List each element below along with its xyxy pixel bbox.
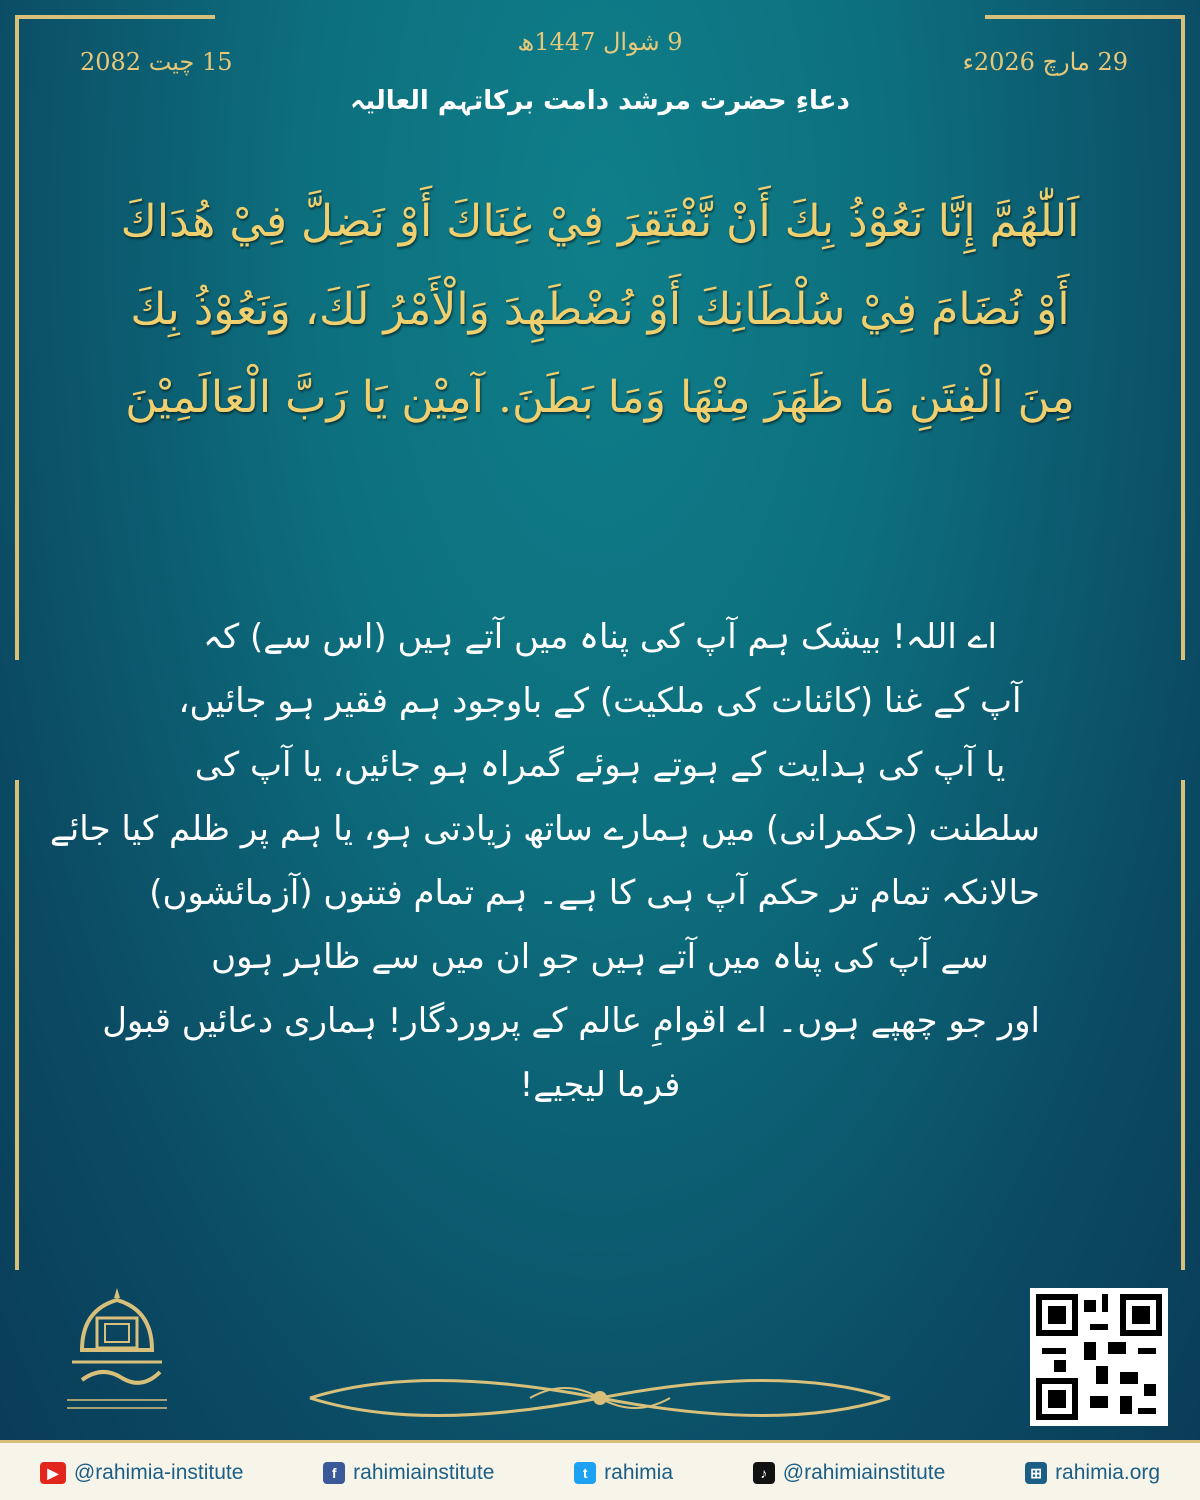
arabic-dua: [70, 178, 1130, 442]
twitter-handle: rahimia: [604, 1461, 674, 1484]
gregorian-date: 29 مارچ 2026ء: [962, 48, 1128, 76]
gold-ornament: [300, 1368, 900, 1428]
facebook-link[interactable]: [323, 1461, 494, 1485]
arabic-line: مِنَ الْفِتَنِ مَا ظَهَرَ مِنْهَا وَمَا بَطَنَ. آمِيْن يَا رَبَّ الْعَالَمِيْنَ: [125, 372, 1075, 423]
bikrami-date: 15 چیت 2082: [80, 48, 233, 76]
urdu-line: فرما لیجیے!: [519, 1065, 681, 1105]
frame-left-bottom: [15, 780, 19, 1270]
facebook-icon: f: [323, 1462, 345, 1484]
urdu-line: اے اللہ! بیشک ہم آپ کی پناہ میں آتے ہیں (اس سے) کہ: [203, 617, 997, 657]
tiktok-handle: @rahimiainstitute: [782, 1461, 946, 1484]
page-title: دعاءِ حضرت مرشد دامت برکاتہم العالیہ: [350, 86, 850, 116]
tiktok-icon: ♪: [753, 1462, 775, 1484]
urdu-translation: [49, 605, 1040, 1117]
website-icon: ⊞: [1025, 1462, 1047, 1484]
frame-top-right: [985, 15, 1185, 19]
arabic-line: أَوْ نُضَامَ فِيْ سُلْطَانِكَ أَوْ نُضْطَهِدَ وَالْأَمْرُ لَكَ، وَنَعُوْذُ بِكَ: [130, 284, 1070, 335]
youtube-link[interactable]: [40, 1461, 244, 1485]
website-url: rahimia.org: [1055, 1461, 1161, 1484]
youtube-icon: ▶: [40, 1462, 66, 1484]
urdu-line: یا آپ کی ہدایت کے ہوتے ہوئے گمراہ ہو جائیں، یا آپ کی: [194, 745, 1006, 785]
twitter-link[interactable]: [574, 1461, 673, 1485]
frame-top-left: [15, 15, 215, 19]
qr-code[interactable]: [1030, 1288, 1168, 1426]
tiktok-link[interactable]: [753, 1461, 946, 1485]
urdu-line: سے آپ کی پناہ میں آتے ہیں جو ان میں سے ظاہر ہوں: [211, 937, 989, 977]
social-footer: [0, 1440, 1200, 1500]
institute-logo: [42, 1280, 192, 1430]
hijri-date: 9 شوال 1447ھ: [517, 28, 683, 56]
youtube-handle: @rahimia-institute: [73, 1461, 244, 1484]
urdu-line: اور جو چھپے ہوں۔ اے اقوامِ عالم کے پروردگار! ہماری دعائیں قبول: [102, 1001, 1040, 1041]
urdu-line: آپ کے غنا (کائنات کی ملکیت) کے باوجود ہم فقیر ہو جائیں،: [178, 681, 1022, 721]
frame-right-bottom: [1181, 780, 1185, 1270]
urdu-line: حالانکہ تمام تر حکم آپ ہی کا ہے۔ ہم تمام فتنوں (آزمائشوں): [149, 873, 1040, 913]
facebook-handle: rahimiainstitute: [353, 1461, 495, 1484]
twitter-icon: t: [574, 1462, 596, 1484]
arabic-line: اَللّٰهُمَّ إِنَّا نَعُوْذُ بِكَ أَنْ نَّفْتَقِرَ فِيْ غِنَاكَ أَوْ نَضِلَّ فِيْ هُدَاكَ: [120, 196, 1080, 247]
urdu-line: سلطنت (حکمرانی) میں ہمارے ساتھ زیادتی ہو، یا ہم پر ظلم کیا جائے: [49, 809, 1040, 849]
website-link[interactable]: [1025, 1461, 1160, 1485]
